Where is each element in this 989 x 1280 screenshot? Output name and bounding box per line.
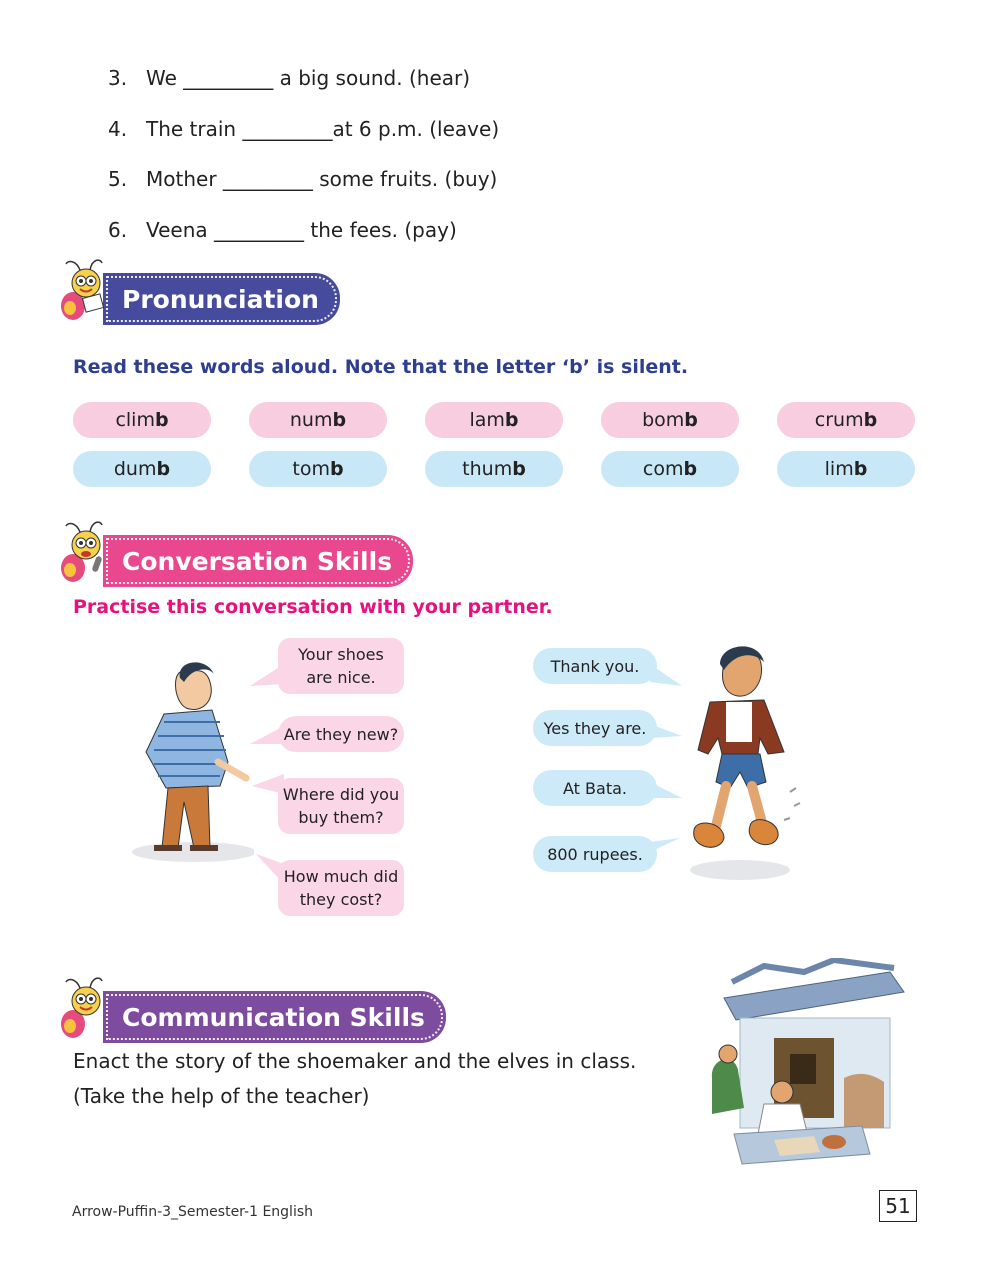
boy-pointing-illustration — [124, 652, 254, 867]
communication-title: Communication Skills — [106, 994, 443, 1040]
bee-mascot-icon — [58, 974, 120, 1044]
silent-b-row-1 — [73, 402, 915, 438]
pronunciation-heading — [58, 276, 337, 322]
bubble-tail — [650, 662, 682, 688]
conversation-title: Conversation Skills — [106, 538, 410, 584]
pronunciation-instruction: Read these words aloud. Note that the letter ‘b’ is silent. — [73, 356, 689, 378]
exercise-item: 3. We _________ a big sound. (hear) — [108, 66, 471, 90]
bee-mascot-icon — [58, 256, 120, 326]
word-chip: lam b — [425, 402, 563, 438]
communication-text: Enact the story of the shoemaker and the elves in class. (Take the help of the teacher) — [73, 1049, 637, 1108]
speech-bubble-left: Your shoes are nice. — [278, 638, 404, 694]
silent-b-row-2 — [73, 451, 915, 487]
conversation-heading — [58, 538, 410, 584]
speech-bubble-right: Thank you. — [533, 648, 657, 684]
speech-bubble-right: 800 rupees. — [533, 836, 657, 872]
speech-bubble-left: Where did you buy them? — [278, 778, 404, 834]
word-chip: num b — [249, 402, 387, 438]
speech-bubble-left: Are they new? — [278, 716, 404, 752]
word-chip: clim b — [73, 402, 211, 438]
word-chip: lim b — [777, 451, 915, 487]
word-chip: bom b — [601, 402, 739, 438]
word-chip: tom b — [249, 451, 387, 487]
exercise-item: 4. The train _________at 6 p.m. (leave) — [108, 116, 500, 141]
footer-book-title: Arrow-Puffin-3_Semester-1 English — [72, 1204, 314, 1220]
shoemaker-hut-illustration — [694, 958, 916, 1170]
exercise-item: 5. Mother _________ some fruits. (buy) — [108, 167, 498, 191]
speech-bubble-left: How much did they cost? — [278, 860, 404, 916]
speech-bubble-right: At Bata. — [533, 770, 657, 806]
speech-bubble-right: Yes they are. — [533, 710, 657, 746]
word-chip: dum b — [73, 451, 211, 487]
communication-heading — [58, 994, 443, 1040]
conversation-instruction: Practise this conversation with your partner. — [73, 596, 553, 618]
bubble-tail — [650, 722, 682, 740]
boy-walking-illustration — [680, 642, 810, 882]
exercise-item: 6. Veena _________ the fees. (pay) — [108, 217, 457, 242]
word-chip: crum b — [777, 402, 915, 438]
exercise-list — [108, 66, 499, 268]
word-chip: thum b — [425, 451, 563, 487]
bubble-tail — [650, 780, 682, 800]
page-number: 51 — [879, 1190, 917, 1222]
bee-mascot-icon — [58, 518, 120, 588]
bubble-tail — [650, 838, 680, 856]
pronunciation-title: Pronunciation — [106, 276, 337, 322]
word-chip: com b — [601, 451, 739, 487]
